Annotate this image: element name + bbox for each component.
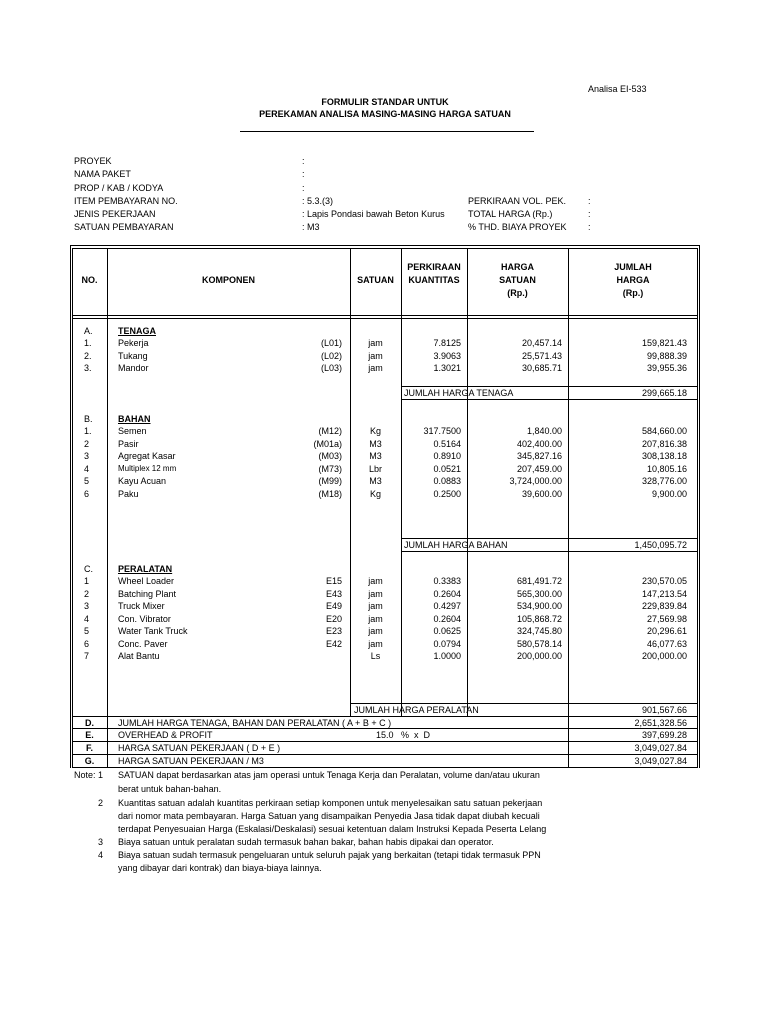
row-no: 1. [84, 338, 92, 348]
row-name: Kayu Acuan [118, 476, 167, 486]
row-qty: 0.2604 [433, 613, 461, 624]
row-no: 2 [84, 438, 90, 449]
row-price: 200,000.00 [516, 651, 562, 661]
note-line: yang dibayar dari kontrak) dan biaya-biaya lainnya. [118, 863, 322, 873]
row-name: Semen [118, 426, 147, 436]
row-no: 4 [84, 463, 90, 474]
row-name: Wheel Loader [118, 576, 175, 586]
row-total: 27,569.98 [646, 613, 687, 624]
row-price: 105,868.72 [516, 613, 562, 624]
note-line: berat untuk bahan-bahan. [118, 784, 222, 794]
info-value: : [588, 222, 591, 232]
row-qty: 0.4297 [433, 601, 461, 611]
total-letter: G. [84, 756, 95, 766]
row-name: Con. Vibrator [118, 613, 171, 624]
row-unit: jam [368, 601, 383, 611]
info-label: JENIS PEKERJAAN [74, 209, 156, 219]
row-qty: 7.8125 [433, 338, 461, 348]
row-no: 4 [84, 613, 90, 624]
info-value: : Lapis Pondasi bawah Beton Kurus [302, 209, 445, 219]
row-total: 46,077.63 [646, 638, 687, 649]
row-name: Batching Plant [118, 588, 177, 599]
row-total: 159,821.43 [641, 338, 687, 348]
subtotal-label: JUMLAH HARGA TENAGA [404, 388, 514, 398]
row-code: E43 [325, 588, 342, 599]
header-harga-satuan: SATUAN [499, 275, 536, 285]
info-label: ITEM PEMBAYARAN NO. [74, 196, 178, 206]
row-total: 229,839.84 [641, 601, 687, 611]
row-qty: 0.0883 [433, 476, 461, 486]
row-unit: Kg [369, 488, 381, 499]
row-no: 7 [84, 651, 90, 661]
subtotal-label: JUMLAH HARGA PERALATAN [354, 705, 479, 715]
total-value: 3,049,027.84 [634, 756, 687, 766]
row-qty: 317.7500 [423, 426, 461, 436]
total-letter: E. [85, 730, 94, 740]
row-unit: jam [368, 626, 383, 636]
row-price: 345,827.16 [516, 451, 562, 461]
title-line-2: PEREKAMAN ANALISA MASING-MASING HARGA SATUAN [259, 109, 511, 119]
note-number: 2 [98, 798, 104, 808]
row-unit: jam [368, 638, 383, 649]
row-no: 5 [84, 626, 90, 636]
row-name: Conc. Paver [118, 638, 168, 649]
row-qty: 0.0794 [433, 638, 461, 649]
total-value: 397,699.28 [641, 730, 687, 740]
row-total: 39,955.36 [646, 363, 687, 373]
row-name: Tukang [118, 350, 148, 361]
row-total: 230,570.05 [641, 576, 687, 586]
row-code: E42 [325, 638, 342, 649]
row-name: Paku [118, 488, 139, 499]
row-code: (M18) [318, 488, 342, 499]
row-total: 99,888.39 [646, 350, 687, 361]
section-letter: B. [84, 414, 93, 424]
row-total: 308,138.18 [641, 451, 687, 461]
row-qty: 3.9063 [433, 350, 461, 361]
note-line: terdapat Penyesuaian Harga (Eskalasi/Deskalasi) sesuai ketentuan dalam Instruksi Kepada Peserta Lelang [118, 824, 547, 834]
overhead-percent: 15.0 % x D [376, 730, 431, 740]
row-unit: M3 [369, 438, 382, 449]
section-letter: C. [84, 564, 93, 574]
total-letter: D. [85, 718, 94, 728]
row-total: 200,000.00 [641, 651, 687, 661]
note-line: Kuantitas satuan adalah kuantitas perkiraan setiap komponen untuk menyelesaikan satu satuan pekerjaan [118, 798, 543, 808]
info-value: : [302, 183, 305, 193]
row-code: E20 [325, 613, 342, 624]
row-qty: 1.0000 [433, 651, 461, 661]
subtotal-value: 901,567.66 [641, 705, 687, 715]
row-code: (M01a) [313, 438, 342, 449]
note-number: 4 [98, 850, 104, 860]
row-price: 39,600.00 [521, 488, 562, 499]
row-price: 580,578.14 [516, 638, 562, 649]
row-price: 324,745.80 [516, 626, 562, 636]
row-unit: jam [368, 613, 383, 624]
analisa-code: Analisa EI-533 [588, 84, 647, 94]
header-kuantitas: KUANTITAS [408, 275, 460, 285]
row-no: 2. [84, 350, 92, 361]
row-total: 584,660.00 [641, 426, 687, 436]
row-unit: Kg [369, 426, 381, 436]
header-kuantitas: PERKIRAAN [407, 262, 461, 272]
info-label: PERKIRAAN VOL. PEK. [468, 196, 567, 206]
row-name: Multiplex 12 mm [118, 463, 177, 473]
info-value: : M3 [302, 222, 320, 232]
row-qty: 0.5164 [433, 438, 461, 449]
note-line: Biaya satuan untuk peralatan sudah termasuk bahan bakar, bahan habis dipakai dan operator. [118, 837, 494, 847]
total-value: 3,049,027.84 [634, 743, 687, 753]
row-price: 25,571.43 [521, 350, 562, 361]
row-name: Mandor [118, 363, 149, 373]
header-no: NO. [81, 275, 98, 285]
row-price: 534,900.00 [516, 601, 562, 611]
row-code: E49 [325, 601, 342, 611]
row-no: 1 [84, 576, 90, 586]
row-no: 3 [84, 451, 90, 461]
row-price: 207,459.00 [516, 463, 562, 474]
section-title: BAHAN [118, 414, 151, 424]
row-no: 3. [84, 363, 92, 373]
row-qty: 0.2604 [433, 588, 461, 599]
total-label: HARGA SATUAN PEKERJAAN ( D + E ) [118, 743, 281, 753]
row-total: 20,296.61 [646, 626, 687, 636]
subtotal-value: 1,450,095.72 [634, 540, 687, 550]
row-code: (L01) [320, 338, 342, 348]
row-unit: jam [368, 576, 383, 586]
note-line: Biaya satuan sudah termasuk pengeluaran untuk seluruh pajak yang berkaitan (tetapi tidak termasuk PPN [118, 850, 541, 860]
row-unit: jam [368, 363, 383, 373]
total-value: 2,651,328.56 [634, 718, 687, 728]
row-code: (L03) [320, 363, 342, 373]
row-code: E15 [325, 576, 342, 586]
header-jumlah-harga: HARGA [616, 275, 650, 285]
row-qty: 0.0521 [433, 463, 461, 474]
row-no: 6 [84, 638, 90, 649]
row-unit: jam [368, 588, 383, 599]
header-harga-satuan: (Rp.) [507, 288, 528, 298]
row-qty: 0.0625 [433, 626, 461, 636]
title-line-1: FORMULIR STANDAR UNTUK [321, 97, 449, 107]
row-no: 2 [84, 588, 90, 599]
info-label: PROYEK [74, 156, 112, 166]
total-label: OVERHEAD & PROFIT [118, 730, 213, 740]
note-line: SATUAN dapat berdasarkan atas jam operasi untuk Tenaga Kerja dan Peralatan, volume dan/atau ukuran [118, 770, 540, 780]
row-code: (M99) [318, 476, 342, 486]
row-unit: jam [368, 338, 383, 348]
row-code: (M73) [318, 463, 342, 474]
row-no: 3 [84, 601, 90, 611]
section-letter: A. [84, 326, 93, 336]
info-value: : [302, 169, 305, 179]
total-letter: F. [85, 743, 93, 753]
header-jumlah-harga: JUMLAH [614, 262, 652, 272]
row-code: E23 [325, 626, 342, 636]
row-name: Alat Bantu [118, 651, 160, 661]
header-jumlah-harga: (Rp.) [622, 288, 644, 298]
row-qty: 1.3021 [433, 363, 461, 373]
row-unit: Ls [370, 651, 381, 661]
header-satuan: SATUAN [357, 275, 394, 285]
subtotal-label: JUMLAH HARGA BAHAN [404, 540, 508, 550]
row-price: 3,724,000.00 [509, 476, 562, 486]
row-price: 30,685.71 [521, 363, 562, 373]
row-total: 207,816.38 [641, 438, 687, 449]
row-qty: 0.8910 [433, 451, 461, 461]
row-no: 1. [84, 426, 92, 436]
row-total: 147,213.54 [641, 588, 687, 599]
row-unit: M3 [369, 476, 382, 486]
info-value: : [588, 196, 591, 206]
row-no: 6 [84, 488, 90, 499]
row-no: 5 [84, 476, 90, 486]
row-qty: 0.3383 [433, 576, 461, 586]
row-price: 402,400.00 [516, 438, 562, 449]
row-total: 9,900.00 [651, 488, 687, 499]
row-name: Agregat Kasar [118, 451, 176, 461]
row-qty: 0.2500 [433, 488, 461, 499]
info-label: TOTAL HARGA (Rp.) [468, 209, 553, 219]
row-code: (M12) [318, 426, 342, 436]
row-name: Pasir [118, 438, 139, 449]
row-code: (M03) [318, 451, 342, 461]
section-title: PERALATAN [118, 564, 173, 574]
row-total: 10,805.16 [646, 463, 687, 474]
row-name: Pekerja [118, 338, 149, 348]
title-underline [240, 131, 534, 132]
section-title: TENAGA [118, 326, 156, 336]
row-unit: M3 [369, 451, 382, 461]
info-value: : 5.3.(3) [302, 196, 334, 206]
row-unit: Lbr [368, 463, 382, 474]
row-total: 328,776.00 [641, 476, 687, 486]
note-line: dari nomor mata pembayaran. Harga Satuan yang disampaikan Penyedia Jasa tidak dapat diubah kecuali [118, 811, 540, 821]
info-label: NAMA PAKET [74, 169, 131, 179]
info-label: SATUAN PEMBAYARAN [74, 222, 174, 232]
note-number: 3 [98, 837, 104, 847]
header-komponen: KOMPONEN [201, 275, 255, 285]
notes-prefix: Note: 1 [74, 770, 104, 780]
row-price: 1,840.00 [526, 426, 562, 436]
row-name: Truck Mixer [118, 601, 165, 611]
row-name: Water Tank Truck [118, 626, 188, 636]
row-price: 565,300.00 [516, 588, 562, 599]
row-code: (L02) [320, 350, 342, 361]
total-label: HARGA SATUAN PEKERJAAN / M3 [118, 756, 264, 766]
row-price: 20,457.14 [521, 338, 562, 348]
info-label: PROP / KAB / KODYA [74, 183, 164, 193]
row-unit: jam [368, 350, 383, 361]
info-value: : [588, 209, 591, 219]
row-price: 681,491.72 [516, 576, 562, 586]
info-label: % THD. BIAYA PROYEK [468, 222, 567, 232]
subtotal-value: 299,665.18 [641, 388, 687, 398]
total-label: JUMLAH HARGA TENAGA, BAHAN DAN PERALATAN ( A + B + C ) [118, 718, 392, 728]
header-harga-satuan: HARGA [501, 262, 534, 272]
info-value: : [302, 156, 305, 166]
